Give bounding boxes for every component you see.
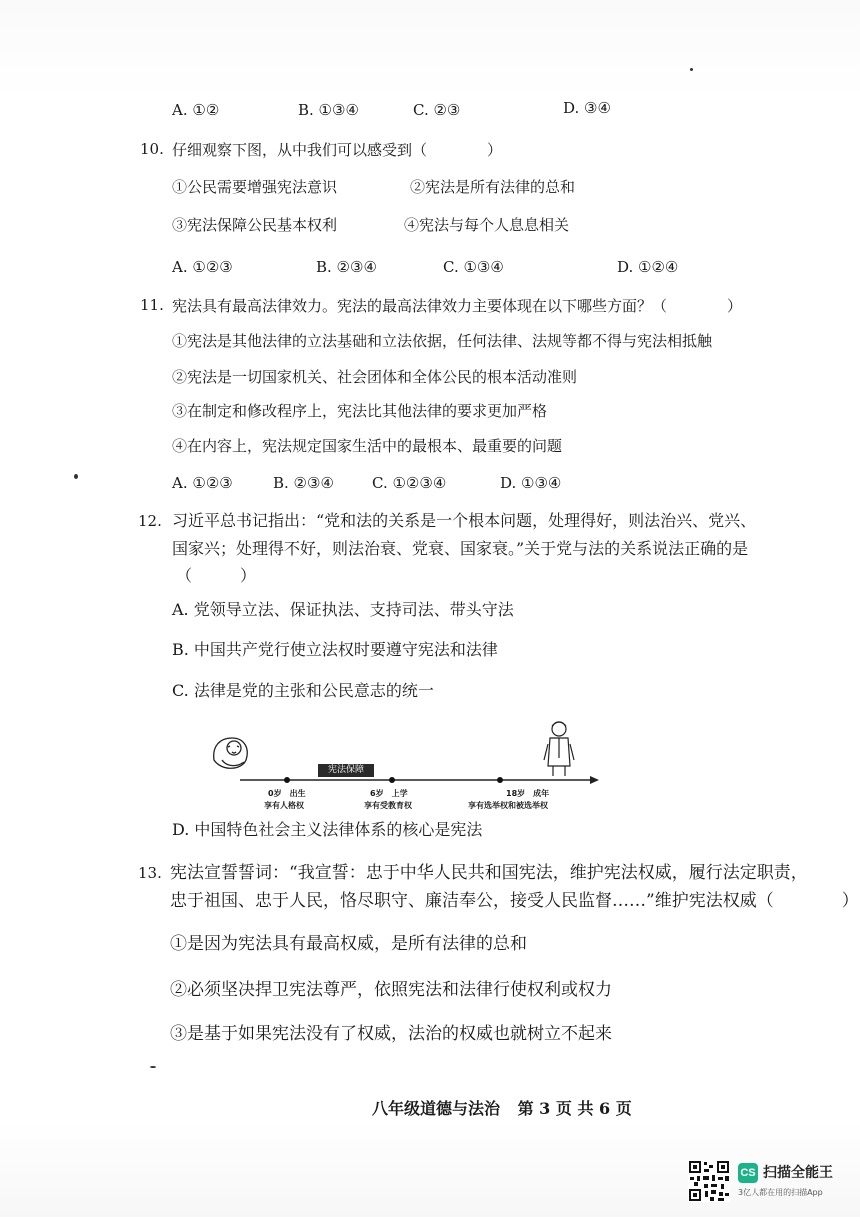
q13-stem-line-2: 忠于祖国、忠于人民，恪尽职守、廉洁奉公，接受人民监督……”维护宪法权威（ ） [170, 891, 859, 911]
baby-icon [214, 738, 248, 768]
q9-option-d: D. ③④ [563, 99, 611, 117]
timeline-banner-text: 宪法保障 [327, 765, 364, 775]
camscanner-app-name: 扫描全能王 [763, 1165, 833, 1181]
q11-statement-4: ④在内容上，宪法规定国家生活中的最根本、最重要的问题 [172, 437, 563, 455]
q9-option-b: B. ①③④ [298, 101, 359, 119]
q13-statement-2: ②必须坚决捍卫宪法尊严，依照宪法和法律行使权利或权力 [170, 980, 612, 1000]
timeline-point-birth [284, 777, 290, 783]
timeline-point-adult [497, 777, 503, 783]
adult-figure-icon [544, 722, 574, 776]
q12-stem-line-3: （ ） [176, 566, 257, 585]
q9-option-c: C. ②③ [413, 101, 461, 119]
q11-stem: 宪法具有最高法律效力。宪法的最高法律效力主要体现在以下哪些方面？（ ） [172, 297, 743, 315]
camscanner-tagline: 3亿人都在用的扫描App [738, 1188, 823, 1197]
q12-number: 12. [138, 512, 162, 530]
q13-number: 13. [138, 864, 162, 882]
timeline-arrow [590, 776, 599, 784]
q10-option-c: C. ①③④ [443, 258, 504, 276]
q13-statement-1: ①是因为宪法具有最高权威，是所有法律的总和 [170, 934, 527, 954]
q10-statement-3: ③宪法保障公民基本权利 [172, 216, 338, 234]
q13-stem-line-1: 宪法宣誓誓词：“我宣誓：忠于中华人民共和国宪法，维护宪法权威，履行法定职责， [170, 863, 808, 883]
footer-page-number: 第 3 页 共 6 页 [517, 1099, 632, 1118]
scanner-watermark [688, 1160, 848, 1204]
q12-option-d: D. 中国特色社会主义法律体系的核心是宪法 [172, 820, 483, 839]
timeline-age-school: 6岁 上学 [370, 789, 408, 798]
q12-stem-line-2: 国家兴；处理得不好，则法治衰、党衰、国家衰。”关于党与法的关系说法正确的是 [172, 539, 749, 558]
q10-option-d: D. ①②④ [617, 258, 679, 276]
q9-option-a: A. ①② [172, 101, 220, 119]
scan-speck [150, 1066, 156, 1068]
q10-statement-1: ①公民需要增强宪法意识 [172, 178, 338, 196]
qr-code-icon [688, 1160, 730, 1202]
camscanner-logo-icon: CS [738, 1163, 758, 1183]
timeline-right-birth: 享有人格权 [264, 801, 304, 810]
q10-option-b: B. ②③④ [316, 258, 377, 276]
timeline-right-school: 享有受教育权 [364, 801, 412, 810]
q11-option-d: D. ①③④ [500, 474, 562, 492]
timeline-age-birth: 0岁 出生 [268, 789, 306, 798]
page-footer [372, 1096, 644, 1119]
q10-statement-4: ④宪法与每个人息息相关 [404, 216, 570, 234]
q12-stem-line-1: 习近平总书记指出：“党和法的关系是一个根本问题，处理得好，则法治兴、党兴、 [172, 511, 757, 530]
q11-option-b: B. ②③④ [273, 474, 334, 492]
q11-statement-2: ②宪法是一切国家机关、社会团体和全体公民的根本活动准则 [172, 368, 578, 386]
q10-option-a: A. ①②③ [172, 258, 233, 276]
q11-option-a: A. ①②③ [172, 474, 233, 492]
scan-speck [690, 68, 693, 71]
q12-option-c: C. 法律是党的主张和公民意志的统一 [172, 681, 434, 700]
q11-option-c: C. ①②③④ [372, 474, 447, 492]
q11-statement-1: ①宪法是其他法律的立法基础和立法依据，任何法律、法规等都不得与宪法相抵触 [172, 332, 713, 350]
q11-statement-3: ③在制定和修改程序上，宪法比其他法律的要求更加严格 [172, 402, 548, 420]
timeline-age-adult: 18岁 成年 [506, 789, 550, 798]
q10-statement-2: ②宪法是所有法律的总和 [410, 178, 576, 196]
timeline-point-school [389, 777, 395, 783]
q12-option-b: B. 中国共产党行使立法权时要遵守宪法和法律 [172, 640, 498, 659]
q11-number: 11. [140, 296, 164, 314]
q12-option-a: A. 党领导立法、保证执法、支持司法、带头守法 [172, 600, 514, 619]
q10-number: 10. [140, 140, 164, 158]
q10-stem: 仔细观察下图，从中我们可以感受到（ ） [172, 141, 503, 159]
scan-speck [74, 474, 78, 479]
q13-statement-3: ③是基于如果宪法没有了权威，法治的权威也就树立不起来 [170, 1024, 612, 1044]
timeline-right-adult: 享有选举权和被选举权 [468, 801, 548, 810]
rights-timeline-figure [210, 716, 600, 816]
footer-subject: 八年级道德与法治 [372, 1099, 501, 1118]
